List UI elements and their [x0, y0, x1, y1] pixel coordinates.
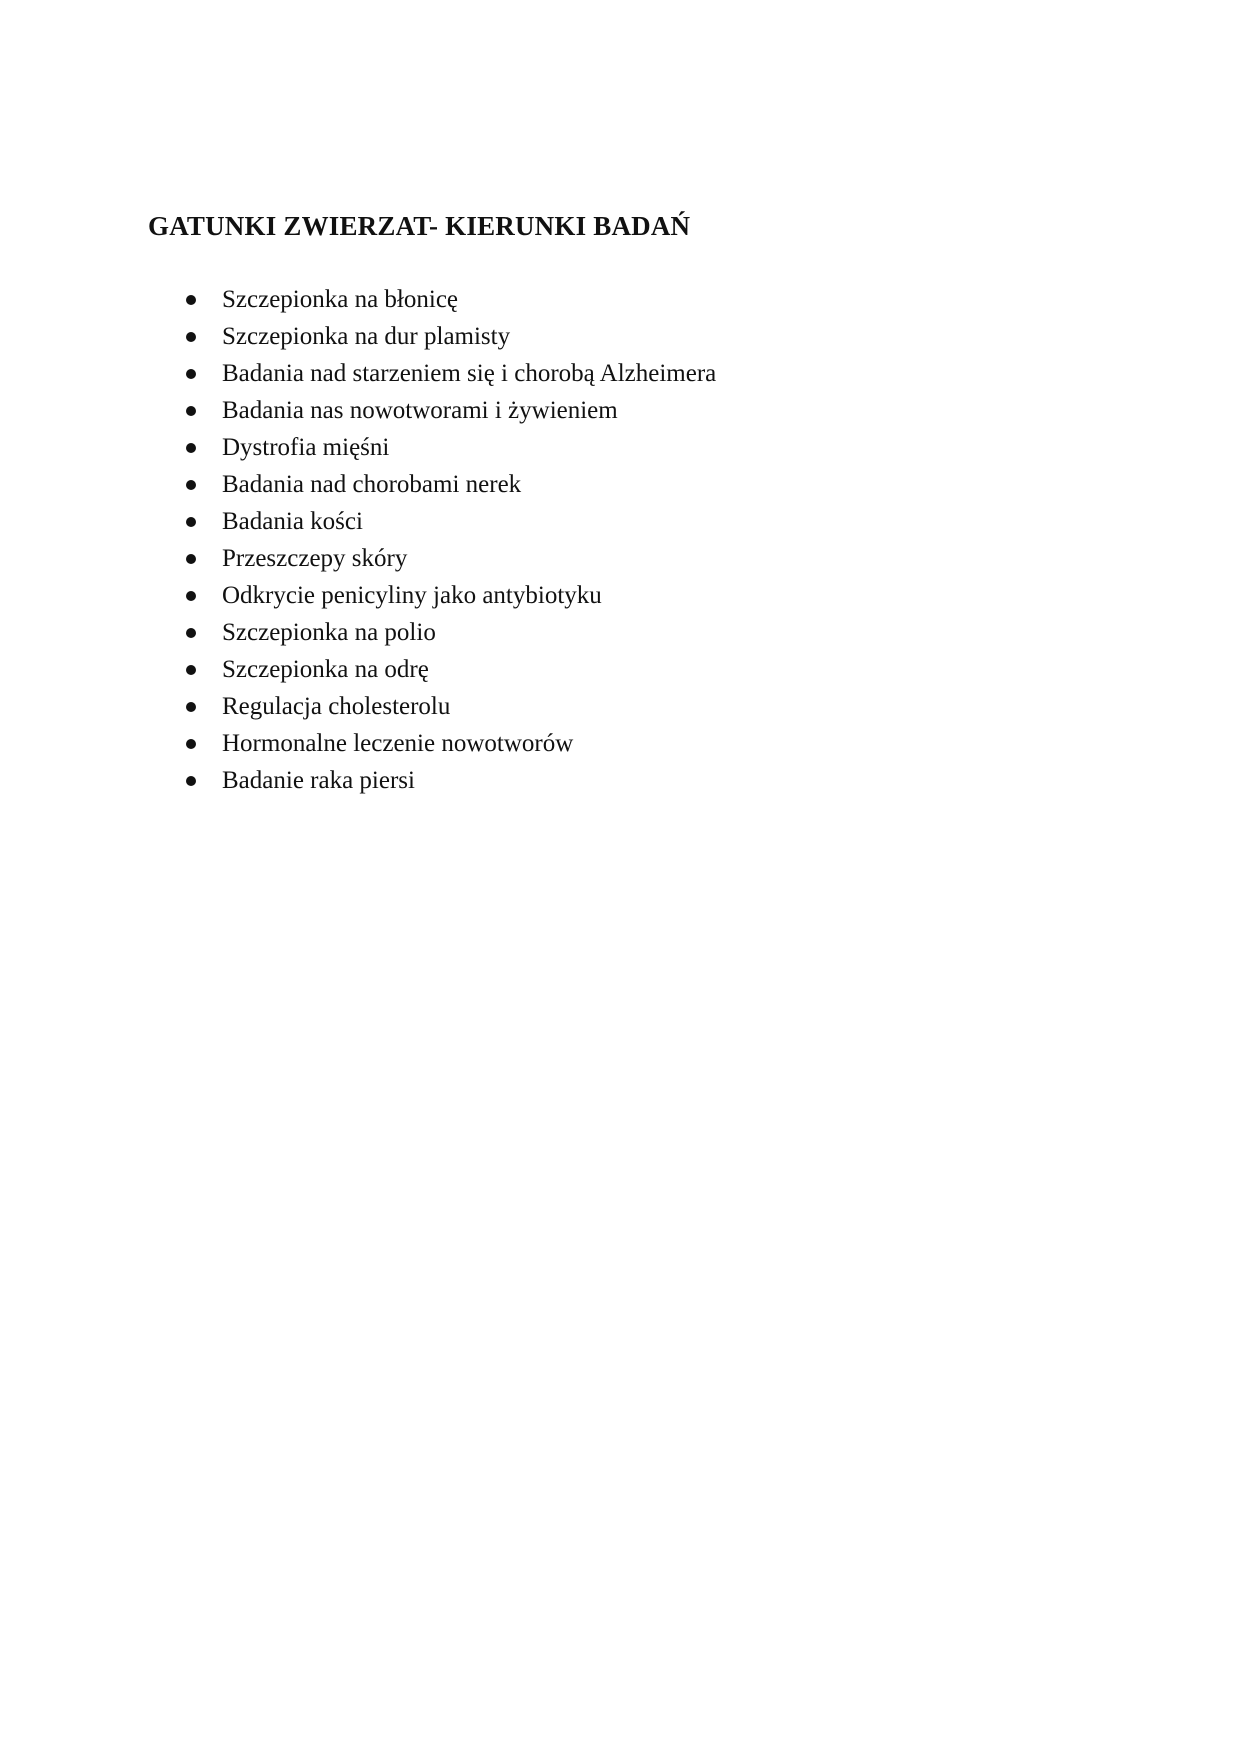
list-item-text: Szczepionka na dur plamisty: [222, 323, 511, 350]
list-item-text: Badania kości: [222, 508, 363, 535]
list-item-text: Badania nad starzeniem się i chorobą Alzheimera: [222, 360, 717, 387]
list-item-text: Szczepionka na błonicę: [222, 286, 459, 313]
list-item-text: Szczepionka na odrę: [222, 656, 429, 683]
list-item-text: Badania nad chorobami nerek: [222, 471, 522, 498]
bullet-icon: [186, 665, 196, 675]
bullet-icon: [186, 406, 196, 416]
bullet-icon: [186, 739, 196, 749]
bullet-icon: [186, 517, 196, 527]
list-item-text: Badanie raka piersi: [222, 767, 415, 794]
bullet-icon: [186, 591, 196, 601]
bullet-icon: [186, 776, 196, 786]
list-item-text: Odkrycie penicyliny jako antybiotyku: [222, 582, 602, 609]
list-item-text: Regulacja cholesterolu: [222, 693, 451, 720]
bullet-icon: [186, 480, 196, 490]
list-item-text: Dystrofia mięśni: [222, 434, 390, 461]
list-item-text: Przeszczepy skóry: [222, 545, 408, 572]
bullet-icon: [186, 332, 196, 342]
bullet-icon: [186, 628, 196, 638]
bullet-icon: [186, 443, 196, 453]
bullet-icon: [186, 554, 196, 564]
list-item-text: Szczepionka na polio: [222, 619, 436, 646]
bullet-icon: [186, 295, 196, 305]
bullet-icon: [186, 702, 196, 712]
page-title: GATUNKI ZWIERZAT- KIERUNKI BADAŃ: [148, 211, 691, 241]
bullet-icon: [186, 369, 196, 379]
list-item-text: Hormonalne leczenie nowotworów: [222, 730, 574, 757]
list-item-text: Badania nas nowotworami i żywieniem: [222, 397, 618, 424]
